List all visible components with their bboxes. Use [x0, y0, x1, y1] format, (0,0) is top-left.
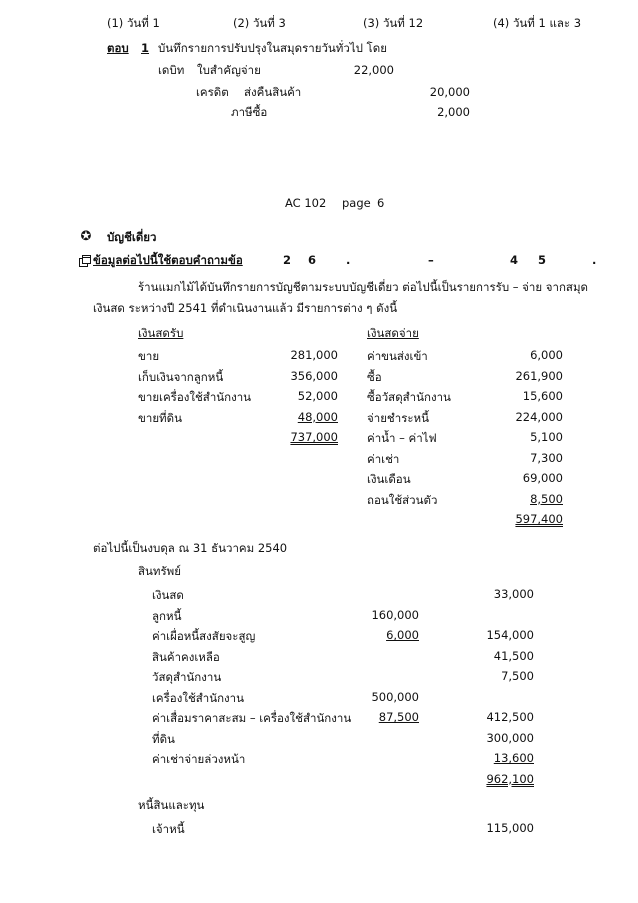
range-char: 6 — [308, 253, 317, 267]
answer-text: บันทึกรายการปรับปรุงในสมุดรายวันทั่วไป โดย — [158, 41, 387, 55]
asset-inner: 500,000 — [371, 689, 419, 704]
list-item — [367, 369, 563, 390]
list-item — [367, 348, 563, 369]
payment-label: ซื้อ — [367, 369, 382, 384]
list-item — [152, 628, 534, 649]
asset-label: เครื่องใช้สำนักงาน — [152, 690, 244, 705]
payment-amount: 8,500 — [530, 491, 563, 506]
list-item — [152, 669, 534, 690]
asset-label: เงินสด — [152, 588, 184, 602]
asset-label: ลูกหนี้ — [152, 608, 182, 623]
credit-account-1: ส่งคืนสินค้า — [244, 85, 302, 99]
list-item — [152, 731, 534, 752]
list-item — [367, 471, 563, 492]
asset-amount: 41,500 — [493, 648, 534, 663]
range-char: – — [428, 253, 434, 267]
payment-amount: 69,000 — [522, 471, 563, 485]
receipts-header: เงินสดรับ — [138, 326, 184, 340]
liabilities-header: หนี้สินและทุน — [138, 798, 205, 812]
credit-amount-1: 20,000 — [429, 85, 470, 99]
payment-amount: 5,100 — [530, 430, 563, 444]
asset-amount: 13,600 — [493, 751, 534, 765]
payment-amount: 7,300 — [530, 450, 563, 465]
payment-label: เงินเดือน — [367, 472, 411, 486]
receipt-amount: 356,000 — [290, 368, 338, 383]
intro-line-1: ร้านแมกไม้ได้บันทึกรายการบัญชีตามระบบบัญชีเดี่ยว ต่อไปนี้เป็นรายการรับ – จ่าย จากสมุด — [138, 280, 588, 294]
option-1: (1) วันที่ 1 — [107, 16, 160, 30]
answer-number: 1 — [141, 41, 150, 55]
receipt-label: เก็บเงินจากลูกหนี้ — [138, 369, 224, 384]
option-4: (4) วันที่ 1 และ 3 — [493, 16, 582, 30]
debit-label: เดบิท — [158, 63, 185, 77]
receipt-amount: 48,000 — [297, 409, 338, 424]
credit-amount-2: 2,000 — [437, 105, 470, 119]
assets-total: 962,100 — [486, 771, 534, 786]
debit-account: ใบสำคัญจ่าย — [197, 63, 261, 77]
range-char: 4 — [510, 253, 519, 267]
list-item — [138, 369, 338, 390]
page-number: 6 — [377, 196, 385, 210]
asset-amount: 300,000 — [486, 730, 534, 745]
asset-label: ค่าเช่าจ่ายล่วงหน้า — [152, 752, 246, 766]
payment-label: จ่ายชำระหนี้ — [367, 410, 429, 425]
section-title: บัญชีเดี่ยว — [107, 230, 157, 244]
list-item — [138, 410, 338, 431]
intro-line-2: เงินสด ระหว่างปี 2541 ที่ดำเนินงานแล้ว มีรายการต่าง ๆ ดังนี้ — [93, 301, 398, 315]
balance-sheet-heading: ต่อไปนี้เป็นงบดุล ณ 31 ธันวาคม 2540 — [93, 541, 288, 555]
liability-amount: 115,000 — [486, 821, 534, 835]
payment-label: ค่าขนส่งเข้า — [367, 349, 428, 363]
list-item — [367, 512, 563, 533]
range-char: . — [346, 253, 351, 267]
asset-label: ที่ดิน — [152, 731, 175, 746]
course-code: AC 102 — [285, 196, 327, 210]
payment-amount: 224,000 — [515, 409, 563, 424]
receipt-label: ขายเครื่องใช้สำนักงาน — [138, 390, 252, 404]
list-item — [152, 649, 534, 670]
payment-amount: 6,000 — [530, 348, 563, 362]
assets-list — [152, 587, 534, 792]
debit-amount: 22,000 — [353, 63, 394, 77]
question-range — [250, 253, 605, 267]
page-label: page — [342, 196, 371, 210]
payment-label: ค่าเช่า — [367, 451, 400, 466]
payments-total: 597,400 — [515, 512, 563, 526]
receipt-amount: 281,000 — [290, 348, 338, 362]
receipt-amount: 52,000 — [297, 389, 338, 403]
list-item — [152, 608, 534, 629]
asset-inner: 160,000 — [371, 607, 419, 622]
credit-label: เครดิต — [196, 85, 229, 99]
asset-label: วัสดุสำนักงาน — [152, 670, 222, 684]
asset-label: ค่าเสื่อมราคาสะสม – เครื่องใช้สำนักงาน — [152, 711, 352, 725]
asset-label: ค่าเผื่อหนี้สงสัยจะสูญ — [152, 629, 256, 643]
list-item — [152, 751, 534, 772]
list-item — [367, 451, 563, 472]
list-item — [367, 410, 563, 431]
list-item — [138, 430, 338, 451]
window-icon — [79, 255, 91, 267]
list-item — [152, 772, 534, 793]
payment-label: ซื้อวัสดุสำนักงาน — [367, 390, 451, 404]
list-item — [367, 389, 563, 410]
payment-label: ถอนใช้ส่วนตัว — [367, 492, 438, 507]
list-item — [152, 710, 534, 731]
list-item — [152, 821, 534, 842]
answer-label: ตอบ — [107, 41, 129, 55]
payments-list — [367, 348, 563, 533]
liability-label: เจ้าหนี้ — [152, 822, 185, 836]
star-icon: ✪ — [80, 229, 92, 244]
list-item — [138, 348, 338, 369]
range-char: 2 — [283, 253, 292, 267]
assets-header: สินทรัพย์ — [138, 564, 181, 578]
range-char: . — [592, 253, 597, 267]
asset-amount: 7,500 — [501, 669, 534, 683]
range-char: 5 — [538, 253, 547, 267]
asset-amount: 33,000 — [493, 587, 534, 601]
asset-amount: 154,000 — [486, 628, 534, 642]
option-3: (3) วันที่ 12 — [363, 16, 424, 30]
list-item — [152, 587, 534, 608]
receipts-total: 737,000 — [290, 430, 338, 444]
list-item — [138, 389, 338, 410]
list-item — [367, 430, 563, 451]
asset-label: สินค้าคงเหลือ — [152, 649, 220, 664]
list-item — [152, 690, 534, 711]
credit-account-2: ภาษีซื้อ — [231, 105, 268, 119]
payments-header: เงินสดจ่าย — [367, 326, 419, 340]
payment-label: ค่าน้ำ – ค่าไฟ — [367, 431, 437, 445]
payment-amount: 261,900 — [515, 368, 563, 383]
list-item — [367, 492, 563, 513]
question-heading: ข้อมูลต่อไปนี้ใช้ตอบคำถามข้อ — [93, 253, 243, 267]
receipt-label: ขาย — [138, 349, 160, 363]
payment-amount: 15,600 — [522, 389, 563, 403]
liabilities-list — [152, 821, 534, 842]
receipt-label: ขายที่ดิน — [138, 410, 182, 425]
asset-inner: 87,500 — [378, 710, 419, 724]
asset-amount: 412,500 — [486, 710, 534, 724]
asset-inner: 6,000 — [386, 628, 419, 642]
option-2: (2) วันที่ 3 — [233, 16, 286, 30]
receipts-list — [138, 348, 338, 451]
